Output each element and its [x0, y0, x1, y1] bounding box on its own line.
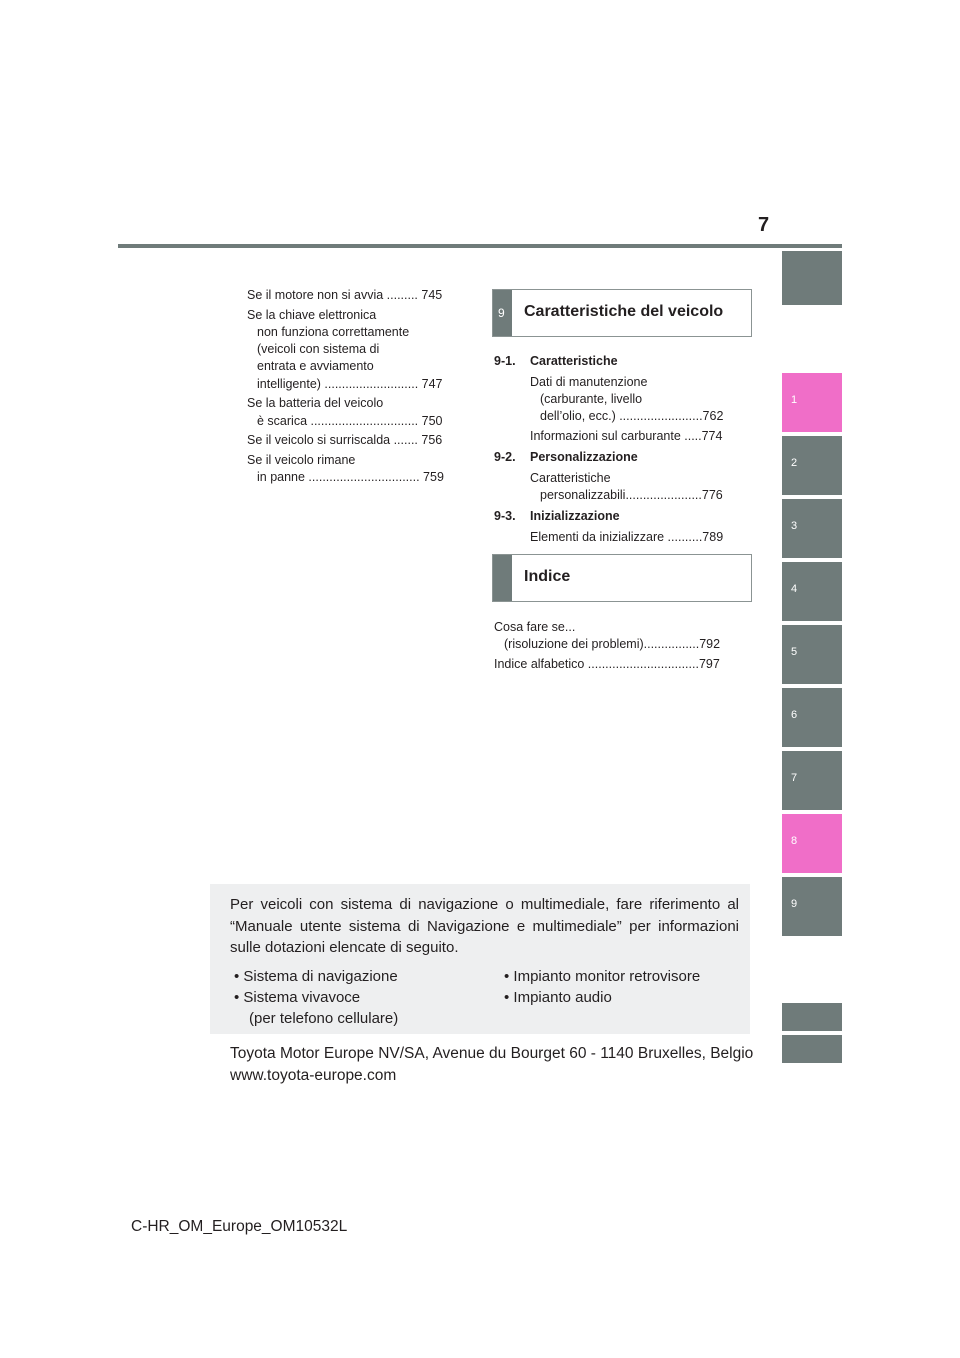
toc-entry-text: entrata e avviamento [257, 359, 374, 373]
chapter-title: Caratteristiche del veicolo [524, 303, 724, 320]
index-strip [493, 555, 512, 601]
toc-entry-overheat[interactable]: Se il veicolo si surriscalda ....... 756 [247, 433, 443, 447]
chapter-number: 9 [498, 306, 505, 320]
address-line: Toyota Motor Europe NV/SA, Avenue du Bourget 60 - 1140 Bruxelles, Belgio [230, 1045, 754, 1062]
toc-entry-stranded[interactable]: Se il veicolo rimane [247, 453, 356, 467]
toc-entry-text: (carburante, livello [540, 392, 643, 406]
tab-label: 9 [791, 898, 798, 910]
toc-entry-alphabetical-index[interactable]: Indice alfabetico ................................797 [494, 657, 720, 671]
header-rule [118, 244, 842, 248]
toc-entry-text: (veicoli con sistema di [257, 342, 380, 356]
chapter-tab-2[interactable] [782, 436, 842, 495]
tab-label: 4 [791, 583, 798, 595]
tab-label: 7 [791, 772, 798, 784]
toc-entry-customizable[interactable]: Caratteristiche [530, 471, 611, 485]
toc-entry-electronic-key[interactable]: Se la chiave elettronica [247, 308, 377, 322]
chapter-heading-box [492, 289, 752, 337]
note-paragraph: Per veicoli con sistema di navigazione o multimediale, fare riferimento al “Manuale utente sistema di Navigazione e multimediale” per informazioni sulle dotazioni elencate di seguito. [230, 896, 739, 956]
toc-entry-text: intelligente) ........................... 747 [257, 377, 443, 391]
footer-doc-code: C-HR_OM_Europe_OM10532L [131, 1218, 348, 1235]
toc-entry-maintenance-data[interactable]: Dati di manutenzione [530, 375, 648, 389]
publisher-address [230, 1043, 753, 1087]
toc-entry-troubleshooting[interactable]: Cosa fare se... [494, 620, 576, 634]
chapter-tab-7[interactable] [782, 751, 842, 810]
toc-entry-text: non funziona correttamente [257, 325, 410, 339]
note-bullet-continuation: (per telefono cellulare) [249, 1010, 399, 1027]
toc-entry-engine-not-start[interactable]: Se il motore non si avvia ......... 745 [247, 288, 443, 302]
page-number: 7 [758, 214, 770, 236]
section-number: 9-2. [494, 450, 516, 464]
toc-entry-text: dell’olio, ecc.) ........................762 [540, 409, 724, 423]
section-title[interactable]: Caratteristiche [530, 354, 618, 368]
tab-label: 8 [791, 835, 798, 847]
chapter-tab-1[interactable] [782, 373, 842, 432]
tab-label: 6 [791, 709, 798, 721]
chapter-tab-3[interactable] [782, 499, 842, 558]
note-bullet: • Impianto monitor retrovisore [504, 968, 701, 985]
section-number: 9-3. [494, 509, 516, 523]
note-bullet: • Sistema vivavoce [234, 989, 361, 1006]
tab-label: 1 [791, 394, 798, 406]
chapter-tab-4[interactable] [782, 562, 842, 621]
chapter-tab-index[interactable] [782, 1003, 842, 1031]
section-title[interactable]: Personalizzazione [530, 450, 638, 464]
toc-entry-fuel-info[interactable]: Informazioni sul carburante .....774 [530, 429, 723, 443]
chapter-tab-5[interactable] [782, 625, 842, 684]
website-link[interactable]: www.toyota-europe.com [230, 1067, 397, 1084]
toc-entry-text: è scarica ............................... 750 [257, 414, 443, 428]
toc-entry-text: in panne ................................ 759 [257, 470, 444, 484]
tab-label: 3 [791, 520, 798, 532]
chapter-tab-6[interactable] [782, 688, 842, 747]
chapter-tab-top[interactable] [782, 251, 842, 305]
index-title: Indice [524, 568, 571, 585]
chapter-tab-9[interactable] [782, 877, 842, 936]
tab-label: 2 [791, 457, 798, 469]
note-bullet: • Impianto audio [504, 989, 612, 1006]
tab-label: 5 [791, 646, 798, 658]
toc-entry-initialize[interactable]: Elementi da inizializzare ..........789 [530, 530, 724, 544]
section-title[interactable]: Inizializzazione [530, 509, 620, 523]
toc-entry-text: personalizzabili......................776 [540, 488, 723, 502]
chapter-tab-8[interactable] [782, 814, 842, 873]
section-number: 9-1. [494, 354, 516, 368]
toc-entry-battery[interactable]: Se la batteria del veicolo [247, 396, 384, 410]
index-heading-box [492, 554, 752, 602]
chapter-number-strip [493, 290, 512, 336]
chapter-tab-back[interactable] [782, 1035, 842, 1063]
note-bullet: • Sistema di navigazione [234, 968, 398, 985]
note-box [210, 884, 750, 1034]
toc-entry-text: (risoluzione dei problemi)................792 [504, 637, 721, 651]
